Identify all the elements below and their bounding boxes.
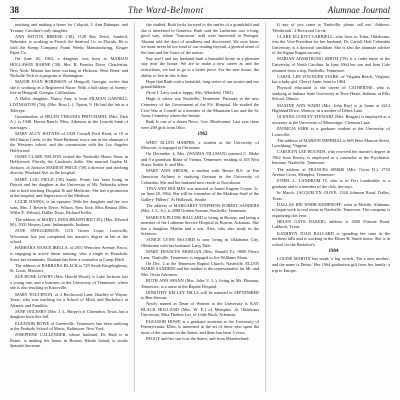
news-paragraph: Physical education is the career of CATHERINE, who is studying at Indiana State University at Terre Haute, Indiana, at Ellis School, Illinois. [272,85,390,102]
news-paragraph: PEGGY and her son is in the States, and from Meadowland. [146,335,250,341]
news-paragraph: The address of MARGARET STEPHENS FOREST SANDERS (Mrs. J. L. Jr.), is 2008 Golden Avenue, Nashville, Tennessee. [141,202,259,214]
news-paragraph: Newly named as Dean of Women at the University is KAY BLACK HOLLAND (Mrs. W. E.) of Memphis. At Oklahoma University, Miss Thelma Lee, of Little Rock, Arkansas. [141,301,259,318]
news-paragraph: CAROLYN LEE BOUNDS, who received her master's degree in 1962 from Emory, is employed as a counselor at the Psychiatric Institute, Nashville, Tennessee. [272,149,390,166]
text-column-right [272,22,390,394]
news-paragraph: WHIT ELLEN HARPER, a student at the University of Missouri, is engaged in Christmas. [141,139,259,151]
page-number: 38 [10,5,19,15]
news-paragraph: The address of MARION IMPERIAL is 609 West Monroe Street, Lynchburg, Virginia. [272,137,390,149]
news-paragraph: The address of MARY LINDA BRADFORD ('39), (Mrs. Edward M.), 5031 Houses Lane, Indianapolis, Indiana. [10,216,128,228]
news-paragraph: MARY ANN SHOOK, a student with Bessie B.S. in Pan American Airlines is studying German in the University of Columbia. She and her husband now reside at Tuscaloosa. [141,168,259,185]
news-paragraph: MARY FRANCES MORGAN (Mrs. Ronald F.), 9809 Pierce Lane, Nashville, Tennessee, is engaged to Joe Williams Sloan. [141,249,259,260]
class-year-heading: 1962 [197,131,208,137]
column-divider [134,22,135,392]
news-paragraph: RUTH ANN SPANN (Mrs. John V. L.), living in Mt. Pleasant, Tennessee, is a nurse at the Baptist Hospital. [141,278,259,289]
news-paragraph: MARILYN PLUNK-BALLARD is living in Boston, and being a member of the Lutheran Service Hospital in Boston, Arkansas. She has a daughter Martha and a son, Alex, who also study in the Sciences. [141,214,259,237]
news-paragraph: PATRICIA KIRK is a graduate student at the University of Louisville. [272,126,390,137]
news-paragraph: CLARE ELLIOTT CARRIELL, who lives in Tulsa, Oklahoma, was the Vice-President for her husband, Dr. Carroll Holt Columbia University, is a doctoral candidate. She is also the alumnae adviser of the Sigma Kappa sorority. [272,33,390,56]
news-paragraph: TINA ANN HOLMES was married to James Eugene Coyne, Jr., on June 20, 1964. She will be a member of the Madison Staff of the Gallery 'Hilbert'. At Holbrook, Seattle. [141,185,259,202]
news-paragraph: Grandmother of HELEN VIRGINIA PRITCHARD, (Mrs. Park A.), is 1948. Haven Ranch. Miss, Atkinson in the Lincoln bank of marriages. [10,113,128,130]
news-paragraph: LUCIE BANKS, is an operator. With her daughter and her two sons, Mrs. J. Beverly Drive, Wilson, New York. Miss Bettina (Mrs. Willis E. Wilson), Dallas Texas, Richard Keller. [10,199,128,216]
news-paragraph: The address of BARBARA BLACK is 729 South Kingshighway, St. Louis, Missouri. [10,262,128,274]
news-paragraph: teaching and making a home for Colquitt, J. Ann Dubuque, and Yvonne, Carolina's only daughter. [10,22,128,33]
masthead-journal: Alumnae Journal [327,5,390,15]
news-paragraph: On June 26, 1963, a daughter was born to MARIAN HOLLAWAY BAHNE ('38), Mrs. B. Prentiss Drive, Charleston, New York. Marian has been working at Hickson, West Bend, and Nicholle Tech in a program at Washington. [10,56,128,79]
news-paragraph: MARY ALCY HAYNES of 1929 Cornell Ford Road, at 10 at McClinton Creek, of the Ward-Belmont was a one in the alumnae of the Westerns cohort, and the commission with the Los Angeles Hollywood. [10,130,128,153]
news-paragraph: ELEANOR BOWE of Greenville, Tennessee, has been studying at the Peabody School of Music, Baltimore, New York. [10,320,128,332]
news-paragraph: If any of you come to Nashville, please call me.' Address: 'Westbrook', 2 Boxwood Circle. [272,22,390,33]
news-paragraph: JOSEPHINE CALLENDER, whose husband, Dr. Ruth is in Rome, is making her home in Boston, Rhode Island, is studio Spanish literature. [10,332,128,349]
news-paragraph: MAJOR JOAN ROBINSON of Hengoill, Georgia, writes that she is working as a Registered Nurse. With a full salary of twenty-five in Hengoill, Georgia, Calfiesdam. [10,79,128,96]
news-paragraph: LOUISE MARTIN has made 'a big switch, 'I'm a new mother', and the name is Debra.' Her 1964 graduation gift from her family: a trip to Europe. [272,256,390,273]
news-paragraph: HELEN GAYE BAKER's address is 2000 Fortune Road, Lubbock, Texas. [272,218,390,230]
news-paragraph: JANE SWIGGERSON, 1118 Green Court, Louisville, Wisconsin, has just completed her master's degree in lab at the school. [10,228,128,245]
news-paragraph: MARIAN ARMSTRONG SMITH ('59) is a cadet nurse at the University of North Carolina. In June 1964 her son and Joan Cole returned from a trip, Nashville, Tennessee. [272,56,390,73]
news-paragraph: On Dec. 2 at the Tennessee Baptist Church, Nashville, ELLEN MARIE SANDERS and her mother is the representative for Mr. and Mrs. Oscar Atkinson. [141,260,259,277]
news-paragraph: Ruth Is one of a dozen News, Gov. Bluebonnet. Last year there were 200 girls from Ohio. [141,119,259,130]
news-paragraph: JANE OGLESBY (Mrs. J. L. Harper) of Clarendon, Texas, has a daughter born this fall. [10,308,128,320]
news-paragraph: DALLAS IDE WEBB KEMPHOFF, went to Mobile, Alabama, to begin work in real estate in Nashville, Tennessee. The company is organizing this year. [272,201,390,218]
page-header [10,4,390,19]
news-paragraph: KATHRYN JOAN BALLARD is spending her time in the northern hills and is working in the Elmer B. Smith home. She is in school for the Bachelor's. [272,230,390,247]
news-paragraph: ANN PATTON BREESE ('38), 1128 Bay Drive, Sanford, Nebraska, is working in French the Seafood Co. in Florida. He is with the Kemp Company Frank Weeks Manufacturing, Kruger Paper Co. [10,33,128,56]
news-paragraph: (Note I: Lucy took it happy, Mrs. Whitfield, 1963) [146,90,233,96]
text-column-middle [141,22,259,394]
news-paragraph: ETHEL L. LANDRUM IV, who is in Fort Lauderdale, is a graduate and is a member of the club, she says. [272,178,390,189]
news-paragraph: she studied. Ruth looks forward to the smiles of a grandchild and she is interested in Genetics. Ruth said the Lutherans was a long, good way, where 'Vancouver' sold were harvested in Portugal. Alumni told the days of smallness and discovered. We now know we must never be too fond of our reading beyond, a general sense of the time and the Grace of the nation. [141,22,259,55]
news-paragraph: OSSIE CLARE NELSON visited the Nashville Home Show in Hollywood, Florida, the Carolina's Jaffie. She married Gaelen H. Jackson, of Jackson MARION PRICE ('39) a director and teaching director Wiseland Ave. in the hospital. [10,153,128,176]
news-paragraph: BARBARA NANCE IRELLA, of 2011 Westview Avenue, Pasco, is engaging in active linear training, who a single in Honolulu. Since her treatments. Durham has been a counselor at Camp Hitch. [10,245,128,262]
news-paragraph: Ray and I and my husband built a beautiful house in a pleasant stay near the house. We are to make a new career as and the restrictions, we had to go to a better piece. For the new house, the ability to live in this is fine. [141,55,259,78]
column-divider [265,22,266,392]
news-paragraph: DOROTHY KELLEY DILLS will be married in SEPTEMBER to Ben Stewart. [141,289,259,301]
news-paragraph: MARY LOU FIELD ('38) Smith. Ponte, has been living in Detroit and her daughter at the University of Mt. Nebraska where she is both teaching Hospital & and Medicine. She has a promotion at the hospital, and Supervisor of the Madison. [10,176,128,199]
news-paragraph: A Hollis daughter, Nancy Ann, is born FILMAN GARNELL LIVINGSTON ('56), (Mrs. Ross L.), Tipton, 9. He had the lab as a Teletype. [10,96,128,113]
news-paragraph: On December 4, Mrs. (WANDA TILLMAN) married C. Blake and 9 a grandson Blake of Vienna, Tennessee; residing at 105 Nest Street, Roble Jr. and Mrs. [141,151,259,168]
news-paragraph: Hope that Ruth took a beautiful, long series of our stories and our grandchildren. [141,78,259,90]
news-paragraph: ELEANOR HOWE is a graduate assistant at the University of Pennsylvania. Ellen, is interested in the art of those who spent the most of the summer in the States, and there has been 3 years. [141,318,259,335]
news-paragraph: MAXINE ANN WARD (Mrs. John Ray) is at home at 4214 Highland Drive, Monroe, in a mother of Debra Lane. [272,102,390,114]
masthead-title: The Ward-Belmont [128,5,204,15]
news-paragraph: Hugh is where was Nashville, Tennessee. Pursuant to the new Cemetery of the Government of the P.S. Hospital. He studied the Civil War at Cornell as a member of the Mountain Law and the St. Army Cemetery where she Senate. [141,96,259,119]
news-paragraph: CAROL LEE YOUNGER STARK, of Virginia Beach, Virginia, has a baby girl, Cheryl Anne, born in 1964. [272,73,390,85]
news-paragraph: GLENNA CONLEY STEWART (Mrs. Reagan) is employed as a secretary at the University of Mississippi. Clemson Lane. [272,114,390,125]
news-paragraph: JANICE LYNN McCORD is now living in Oklahoma City, Oklahoma with her husband, Larry Dale. [141,237,259,248]
news-paragraph: SUE HONE LOWRY (Mrs. Harold Wood), is Lake Jackson, has a young one, and a business in the University of Tennessee, where she is also teaching in Knoxville. [10,274,128,291]
news-paragraph: MARY TOUCHTON, of 2 Birchwood Lane, Bradley of Wayne, Texas, who was teaching for a School of Mich, and Bachelor's at Atlantic and Franklin. [10,291,128,308]
class-year-heading: 1964 [328,248,339,254]
news-paragraph: The address of FRANCES SIMMS (Mrs. Oscar D.), 2710 Avenue Cross, Memphis, Tennessee. [272,166,390,178]
news-paragraph: In March, JACQUELYN OLIVE, 1520 Johnson Road, Dallas, Texas. [272,189,390,201]
text-column-left [10,22,128,394]
